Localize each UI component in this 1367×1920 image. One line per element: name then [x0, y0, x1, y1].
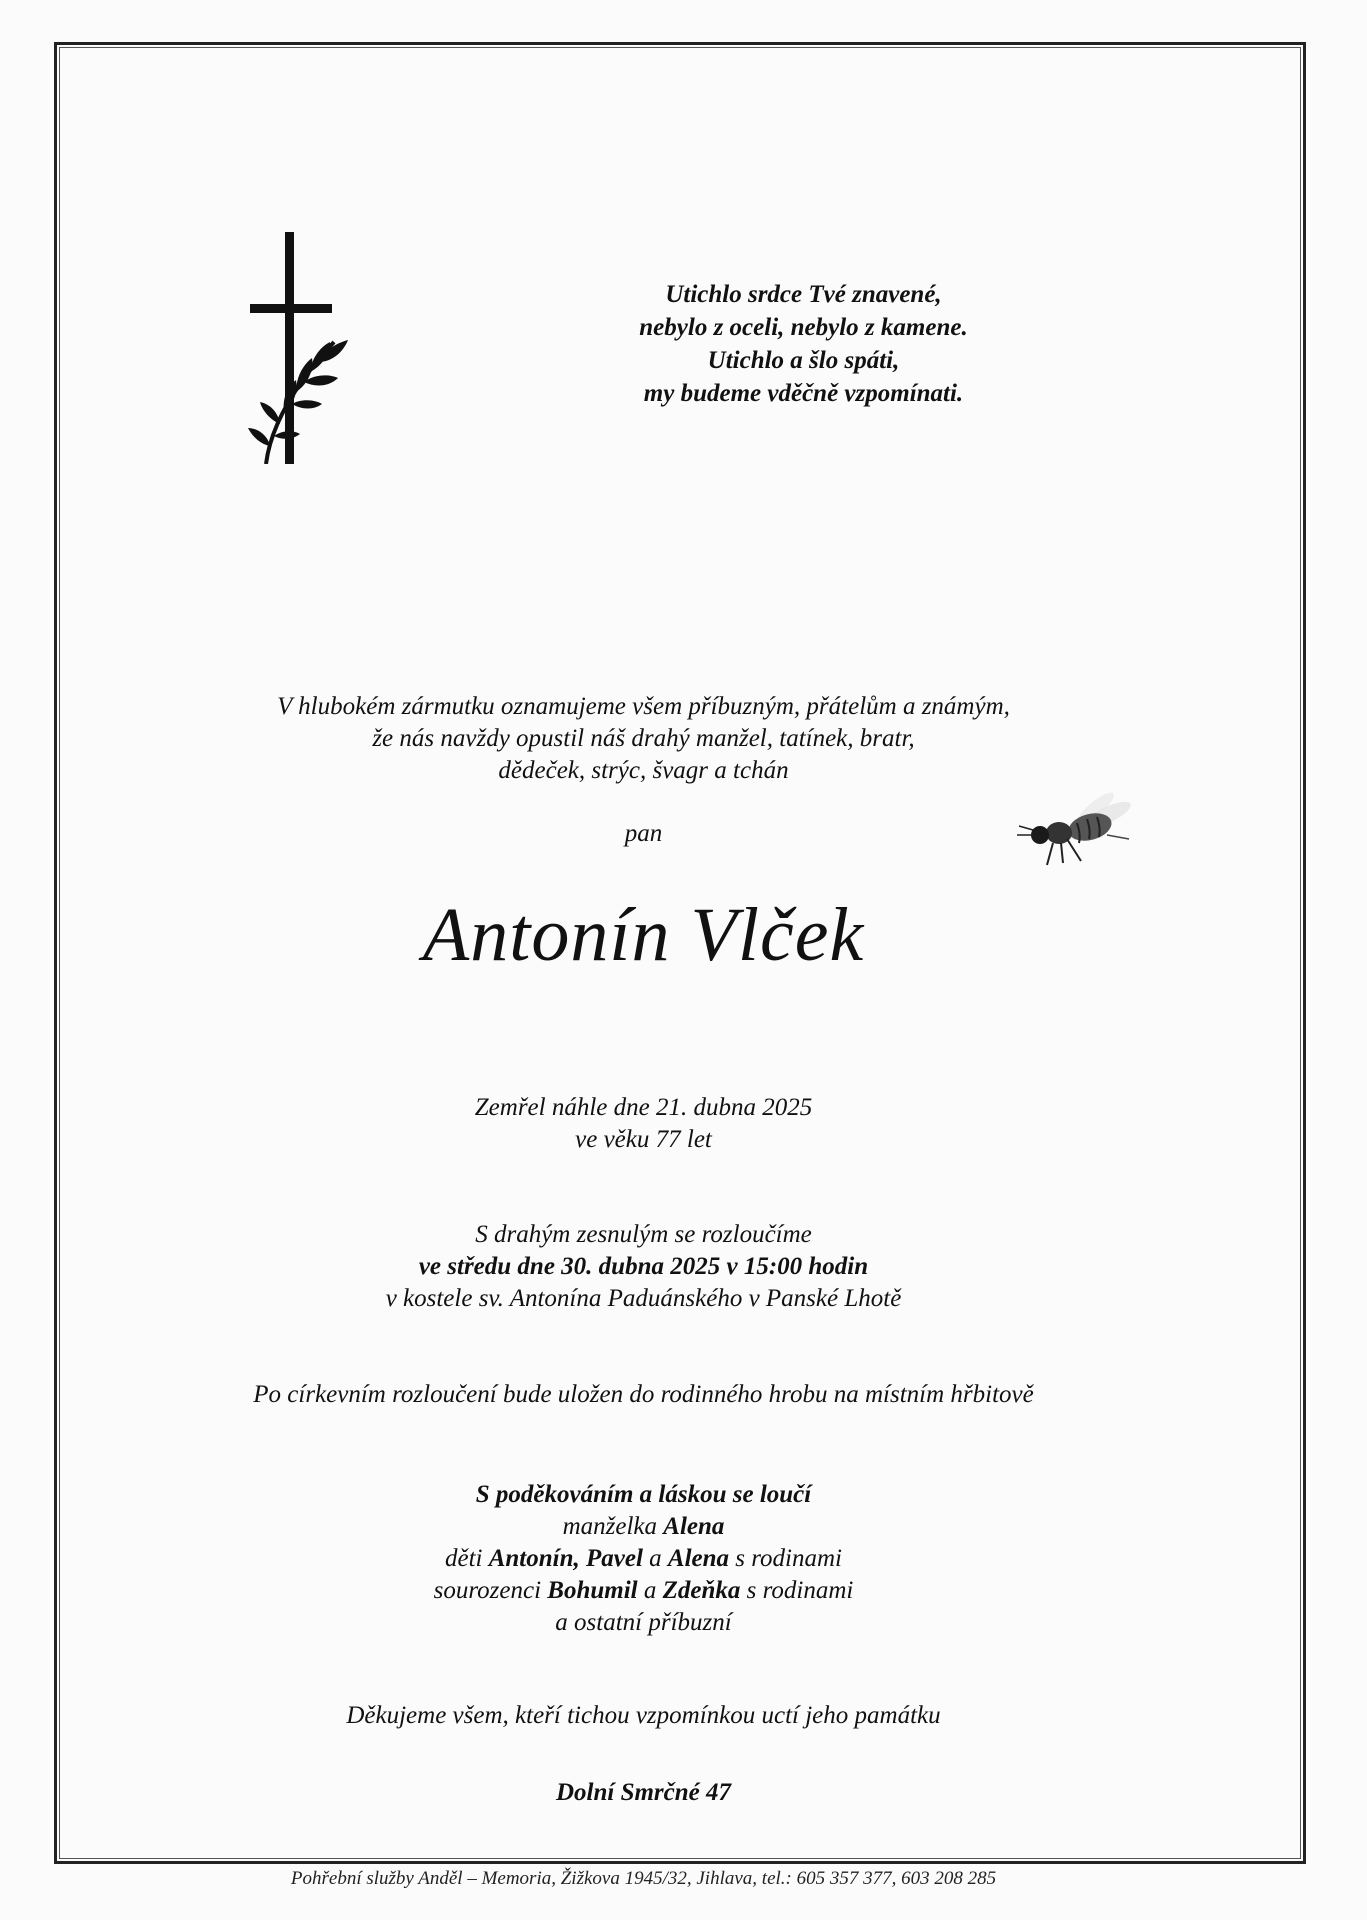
mourners — [0, 1479, 1327, 1639]
poem-line: Utichlo srdce Tvé znavené, — [665, 281, 942, 308]
death-info — [0, 1092, 1327, 1156]
intro-line: že nás navždy opustil náš drahý manžel, tatínek, bratr, — [372, 725, 915, 752]
mourner-siblings: sourozenci Bohumil a Zdeňka s rodinami — [433, 1577, 854, 1604]
poem — [120, 278, 1367, 410]
poem-line: nebylo z oceli, nebylo z kamene. — [639, 314, 968, 341]
intro-line: V hlubokém zármutku oznamujeme všem příbuzným, přátelům a známým, — [277, 693, 1010, 720]
mourners-heading: S poděkováním a láskou se loučí — [475, 1481, 812, 1508]
announcement-intro — [0, 691, 1327, 787]
farewell-date-time: ve středu dne 30. dubna 2025 v 15:00 hodin — [418, 1253, 869, 1280]
poem-line: Utichlo a šlo spáti, — [707, 347, 900, 374]
deceased-name: Antonín Vlček — [422, 893, 865, 977]
family-address: Dolní Smrčné 47 — [555, 1779, 732, 1806]
death-date: Zemřel náhle dne 21. dubna 2025 — [474, 1094, 813, 1121]
death-age: ve věku 77 let — [575, 1126, 712, 1153]
mourner-others: a ostatní příbuzní — [555, 1609, 732, 1636]
funeral-service-footer: Pohřební služby Anděl – Memoria, Žižkova 1945/32, Jihlava, tel.: 605 357 377, 603 208 285 — [290, 1868, 997, 1889]
farewell-place: v kostele sv. Antonína Paduánského v Panské Lhotě — [385, 1285, 902, 1312]
title-word: pan — [624, 820, 663, 847]
burial-info: Po církevním rozloučení bude uložen do rodinného hrobu na místním hřbitově — [253, 1381, 1034, 1408]
intro-line: dědeček, strýc, švagr a tchán — [498, 757, 789, 784]
mourner-wife: manželka Alena — [562, 1513, 725, 1540]
poem-line: my budeme vděčně vzpomínati. — [643, 380, 964, 407]
thanks-line: Děkujeme všem, kteří tichou vzpomínkou uctí jeho památku — [346, 1702, 941, 1729]
farewell-info — [0, 1219, 1327, 1315]
farewell-intro: S drahým zesnulým se rozloučíme — [475, 1221, 812, 1248]
mourner-children: děti Antonín, Pavel a Alena s rodinami — [444, 1545, 843, 1572]
